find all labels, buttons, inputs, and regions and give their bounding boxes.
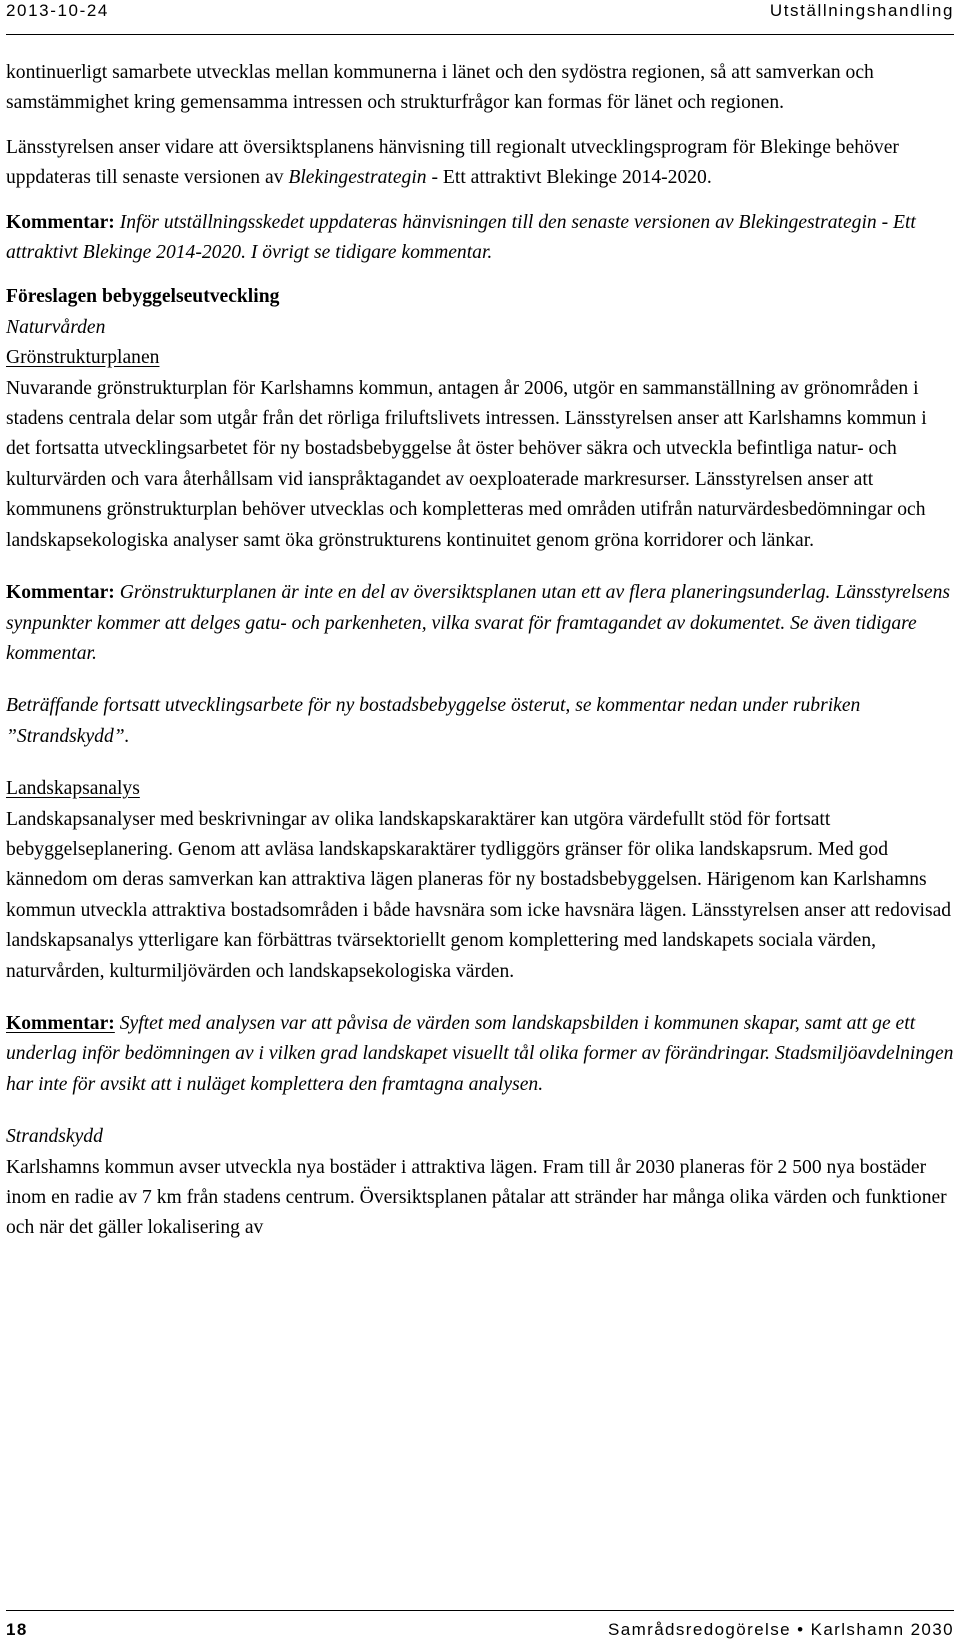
comment-label: Kommentar: (6, 582, 115, 604)
subheading-gronstrukturplanen: Grönstrukturplanen (6, 347, 160, 369)
comment-text: Syftet med analysen var att påvisa de värden som landskapsbilden i kommunen skapar, samt att ge ett underlag inför bedömningen av i vilken grad landskapet visuellt tål olika former av förändringar. Stadsmiljöavdelningen har inte för avsikt att i nuläget komplettera den framtagna analysen. (6, 1012, 954, 1095)
comment-gronstruktur (6, 578, 954, 669)
comment-text: Grönstrukturplanen är inte en del av översiktsplanen utan ett av flera planeringsunderlag. Länsstyrelsens synpunkter kommer att delges gatu- och parkenheten, vilka svarat för framtagandet av dokumentet. Se även tidigare kommentar. (6, 582, 951, 664)
page-footer (6, 1610, 954, 1647)
paragraph-regional-program (6, 133, 954, 194)
comment-regional-program (6, 208, 954, 269)
comment-label: Kommentar: (6, 211, 115, 233)
page-number: 18 (6, 1620, 28, 1639)
header-document-type: Utställningshandling (769, 1, 954, 20)
paragraph-text: - Ett attraktivt Blekinge 2014-2020. (426, 167, 712, 189)
paragraph-regional-cooperation: kontinuerligt samarbete utvecklas mellan kommunerna i länet och den sydöstra regionen, så att samverkan och samstämmighet kring gemensamma intressen och strukturfrågor kan formas för länet och regionen. (6, 62, 874, 114)
comment-label: Kommentar: (6, 1012, 115, 1034)
strategy-title: Blekingestrategin (288, 167, 427, 189)
header-date: 2013-10-24 (6, 1, 109, 20)
paragraph-landskapsanalys: Landskapsanalyser med beskrivningar av olika landskapskaraktärer kan utgöra värdefullt stöd för fortsatt bebyggelseplanering. Genom att avläsa landskapskaraktärer tydliggörs gränser för olika landskapsrum. Med god kännedom om deras samverkan kan attraktiva lägen planeras för ny bostadsbebyggelsen. Härigenom kan Karlshamns kommun utveckla attraktiva bostadsområden i både havsnära som icke havsnära lägen. Länsstyrelsen anser att redovisad landskapsanalys ytterligare kan förbättras tvärsektoriellt genom komplettering med landskapets sociala värden, naturvården, kulturmiljövärden och landskapsekologiska värden. (6, 808, 952, 982)
comment-bostadsbebyggelse: Beträffande fortsatt utvecklingsarbete för ny bostadsbebyggelse österut, se kommentar nedan under rubriken ”Strandskydd”. (6, 695, 861, 747)
document-body (6, 58, 954, 1244)
subheading-strandskydd: Strandskydd (6, 1126, 103, 1148)
subheading-naturvarden: Naturvården (6, 316, 106, 338)
page-header (6, 0, 954, 35)
subheading-landskapsanalys: Landskapsanalys (6, 778, 140, 800)
comment-landskapsanalys (6, 1009, 954, 1100)
paragraph-strandskydd: Karlshamns kommun avser utveckla nya bostäder i attraktiva lägen. Fram till år 2030 planeras för 2 500 nya bostäder inom en radie av 7 km från stadens centrum. Översiktsplanen påtalar att stränder har många olika värden och funktioner och när det gäller lokalisering av (6, 1156, 947, 1239)
paragraph-text: Länsstyrelsen anser vidare att översiktsplanens hänvisning till regionalt utvecklingsprogram för Blekinge behöver uppdateras till senaste versionen av (6, 136, 899, 189)
footer-document-title: Samrådsredogörelse • Karlshamn 2030 (607, 1620, 954, 1639)
comment-text: Inför utställningsskedet uppdateras hänvisningen till den senaste versionen av Blekingestrategin - Ett attraktivt Blekinge 2014-2020. I övrigt se tidigare kommentar. (6, 211, 916, 264)
paragraph-gronstruktur: Nuvarande grönstrukturplan för Karlshamns kommun, antagen år 2006, utgör en sammanställning av grönområden i stadens centrala delar som utgår från det rörliga friluftslivets intressen. Länsstyrelsen anser att Karlshamns kommun i det fortsatta utvecklingsarbetet för ny bostadsbebyggelse åt öster behöver säkra och utveckla befintliga natur- och kulturvärden och vara återhållsam vid ianspråktagandet av oexploaterade markresurser. Länsstyrelsen anser att kommunens grönstrukturplan behöver utvecklas och kompletteras med områden utifrån naturvärdesbedömningar och landskapsekologiska analyser samt öka grönstrukturens kontinuitet genom gröna korridorer och länkar. (6, 377, 927, 551)
heading-bebyggelseutveckling: Föreslagen bebyggelseutveckling (6, 286, 280, 308)
